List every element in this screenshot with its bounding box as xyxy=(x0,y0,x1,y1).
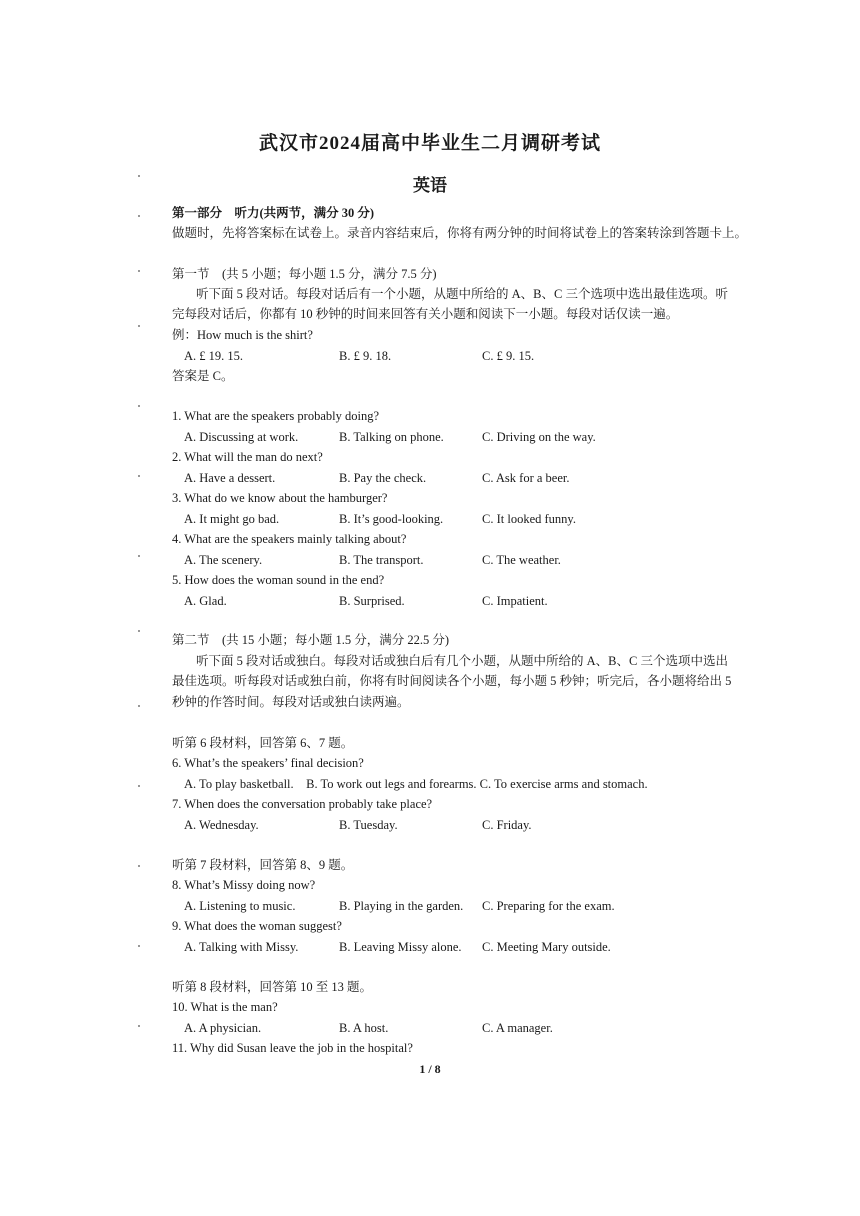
q10-option-a: A. A physician. xyxy=(184,1021,262,1035)
q9-option-c: C. Meeting Mary outside. xyxy=(482,940,611,954)
q1-option-c: C. Driving on the way. xyxy=(482,430,596,444)
q2-option-a: A. Have a dessert. xyxy=(184,471,276,485)
material-7-heading: 听第 7 段材料，回答第 8、9 题。 xyxy=(172,858,354,872)
q4-option-a: A. The scenery. xyxy=(184,553,263,567)
example-option-c: C. £ 9. 15. xyxy=(482,349,535,363)
q10-option-c: C. A manager. xyxy=(482,1021,553,1035)
q1-option-b: B. Talking on phone. xyxy=(339,430,444,444)
q6-options: A. To play basketball. B. To work out legs and forearms. C. To exercise arms and stomach. xyxy=(184,777,648,791)
part1-instruction: 做题时，先将答案标在试卷上。录音内容结束后，你将有两分钟的时间将试卷上的答案转涂到答题卡上。 xyxy=(172,226,748,240)
q8-option-c: C. Preparing for the exam. xyxy=(482,899,615,913)
q3-option-c: C. It looked funny. xyxy=(482,512,576,526)
question-4: 4. What are the speakers mainly talking about? xyxy=(172,532,407,546)
binding-margin-marks xyxy=(138,175,140,1055)
q5-option-b: B. Surprised. xyxy=(339,594,405,608)
section2-instruction-line2: 最佳选项。听每段对话或独白前，你将有时间阅读各个小题，每小题 5 秒钟；听完后，各小题将给出 5 xyxy=(172,674,732,688)
q4-option-b: B. The transport. xyxy=(339,553,424,567)
question-2: 2. What will the man do next? xyxy=(172,450,323,464)
question-6: 6. What’s the speakers’ final decision? xyxy=(172,756,364,770)
question-7: 7. When does the conversation probably take place? xyxy=(172,797,433,811)
q8-option-a: A. Listening to music. xyxy=(184,899,296,913)
question-5: 5. How does the woman sound in the end? xyxy=(172,573,385,587)
q3-option-a: A. It might go bad. xyxy=(184,512,280,526)
q7-option-b: B. Tuesday. xyxy=(339,818,398,832)
section1-instruction-line1: 听下面 5 段对话。每段对话后有一个小题，从题中所给的 A、B、C 三个选项中选出最佳选项。听 xyxy=(196,287,728,301)
q10-option-b: B. A host. xyxy=(339,1021,389,1035)
section1-instruction-line2: 完每段对话后，你都有 10 秒钟的时间来回答有关小题和阅读下一小题。每段对话仅读一遍。 xyxy=(172,307,679,321)
question-1: 1. What are the speakers probably doing? xyxy=(172,409,379,423)
q5-option-c: C. Impatient. xyxy=(482,594,548,608)
page-number: 1 / 8 xyxy=(419,1062,441,1076)
section1-heading: 第一节 (共 5 小题；每小题 1.5 分，满分 7.5 分) xyxy=(172,267,437,281)
question-8: 8. What’s Missy doing now? xyxy=(172,878,316,892)
subject-heading: 英语 xyxy=(413,176,447,195)
q9-option-a: A. Talking with Missy. xyxy=(184,940,299,954)
section2-instruction-line1: 听下面 5 段对话或独白。每段对话或独白后有几个小题，从题中所给的 A、B、C 三个选项中选出 xyxy=(196,654,728,668)
material-6-heading: 听第 6 段材料，回答第 6、7 题。 xyxy=(172,736,354,750)
example-option-b: B. £ 9. 18. xyxy=(339,349,392,363)
q1-option-a: A. Discussing at work. xyxy=(184,430,299,444)
q8-option-b: B. Playing in the garden. xyxy=(339,899,464,913)
example-answer: 答案是 C。 xyxy=(172,369,234,383)
example-option-a: A. £ 19. 15. xyxy=(184,349,244,363)
q7-option-a: A. Wednesday. xyxy=(184,818,259,832)
q5-option-a: A. Glad. xyxy=(184,594,227,608)
example-question: 例：How much is the shirt? xyxy=(172,328,313,342)
section2-heading: 第二节 (共 15 小题；每小题 1.5 分，满分 22.5 分) xyxy=(172,633,450,647)
q9-option-b: B. Leaving Missy alone. xyxy=(339,940,462,954)
material-8-heading: 听第 8 段材料，回答第 10 至 13 题。 xyxy=(172,980,373,994)
question-3: 3. What do we know about the hamburger? xyxy=(172,491,388,505)
question-10: 10. What is the man? xyxy=(172,1000,278,1014)
question-11: 11. Why did Susan leave the job in the hospital? xyxy=(172,1041,413,1055)
exam-title: 武汉市2024届高中毕业生二月调研考试 xyxy=(258,133,601,154)
q2-option-b: B. Pay the check. xyxy=(339,471,427,485)
question-9: 9. What does the woman suggest? xyxy=(172,919,342,933)
q7-option-c: C. Friday. xyxy=(482,818,532,832)
q3-option-b: B. It’s good-looking. xyxy=(339,512,444,526)
part1-heading: 第一部分 听力(共两节，满分 30 分) xyxy=(172,206,375,220)
q2-option-c: C. Ask for a beer. xyxy=(482,471,570,485)
q4-option-c: C. The weather. xyxy=(482,553,561,567)
section2-instruction-line3: 秒钟的作答时间。每段对话或独白读两遍。 xyxy=(172,695,410,709)
